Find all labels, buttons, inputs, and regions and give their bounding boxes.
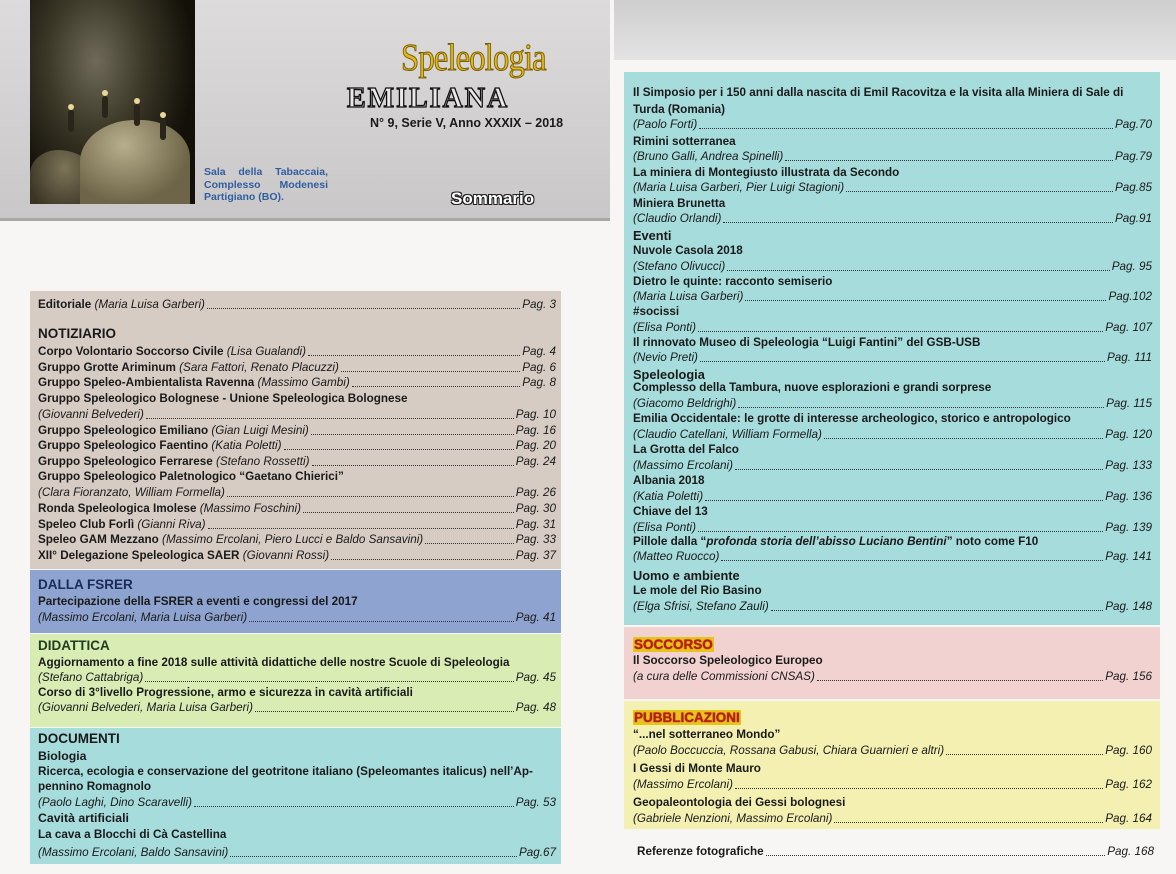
eventi-item-1-leader xyxy=(727,270,1109,271)
eventi-item-1-title: Nuvole Casola 2018 xyxy=(633,244,743,257)
cave-photo xyxy=(30,0,195,204)
documenti-item-2-leader xyxy=(230,856,517,857)
pillole-author: (Matteo Ruocco) xyxy=(633,550,720,563)
soccorso-item-1-author: (a cura delle Commissioni CNSAS) xyxy=(633,670,815,683)
speleologia-item-3-title: La Grotta del Falco xyxy=(633,443,739,456)
pillole-page: Pag. 141 xyxy=(1105,550,1152,563)
eventi-item-1-author: (Stefano Olivucci) xyxy=(633,259,726,273)
speleologia-item-4-author: (Katia Poletti) xyxy=(633,489,704,503)
pillole-leader xyxy=(721,560,1103,561)
notiziario-item-12 xyxy=(38,549,329,562)
soccorso-heading xyxy=(633,637,714,652)
right-item-a-1-title: Rimini sotterranea xyxy=(633,135,736,148)
didattica-item-2-page: Pag. 48 xyxy=(515,701,556,714)
pubblicazioni-heading-text: PUBBLICAZIONI xyxy=(634,710,740,725)
notiziario-item-2-author: (Sara Fattori, Renato Placuzzi) xyxy=(179,360,339,374)
didattica-item-2-author: (Giovanni Belvederi, Maria Luisa Garberi) xyxy=(38,701,254,714)
right-item-a-1-author: (Bruno Galli, Andrea Spinelli) xyxy=(633,150,784,163)
notiziario-item-11-author: (Massimo Ercolani, Piero Lucci e Baldo Sansavini) xyxy=(162,533,424,546)
uomo-ambiente-heading: Uomo e ambiente xyxy=(633,568,740,583)
pillole-title xyxy=(633,535,1038,548)
right-item-a-3-page: Pag.91 xyxy=(1114,212,1152,225)
documenti-item-2-page: Pag.67 xyxy=(518,846,556,859)
notiziario-item-2-title: Gruppo Grotte Ariminum xyxy=(38,360,176,374)
fsrer-heading: DALLA FSRER xyxy=(38,577,133,592)
notiziario-item-5-leader xyxy=(311,434,514,435)
notiziario-item-1-author: (Lisa Gualandi) xyxy=(226,345,307,358)
right-item-a-2-leader xyxy=(846,191,1113,192)
notiziario-item-8-leader xyxy=(227,496,514,497)
speleologia-item-4-title: Albania 2018 xyxy=(633,474,705,487)
speleologia-item-3-leader xyxy=(735,469,1103,470)
eventi-item-2-page: Pag.102 xyxy=(1108,290,1152,303)
editoriale-author: (Maria Luisa Garberi) xyxy=(94,298,205,311)
notiziario-item-4-author: (Giovanni Belvederi) xyxy=(38,407,144,421)
pubblicazioni-heading xyxy=(633,710,741,725)
right-item-1-page: Pag.70 xyxy=(1114,118,1152,131)
right-item-1-title-line2: Turda (Romania) xyxy=(633,103,725,116)
logo-emiliana: EMILIANA xyxy=(347,83,510,114)
notiziario-item-1-page: Pag. 4 xyxy=(522,345,556,358)
issue-number: N° 9, Serie V, Anno XXXIX – 2018 xyxy=(370,116,564,130)
speleologia-item-5-page: Pag. 139 xyxy=(1105,520,1152,534)
notiziario-item-7-leader xyxy=(312,465,514,466)
notiziario-item-1-title: Corpo Volontario Soccorso Civile xyxy=(38,345,224,358)
notiziario-item-3-page: Pag. 8 xyxy=(522,376,556,389)
pubblicazioni-item-1-leader xyxy=(946,754,1103,755)
pubblicazioni-item-3-title: Geopaleontologia dei Gessi bolognesi xyxy=(633,796,846,809)
speleologia-item-4-page: Pag. 136 xyxy=(1105,489,1152,503)
uomo-item-1-author: (Elga Sfrisi, Stefano Zauli) xyxy=(633,600,769,613)
speleologia-item-5-leader xyxy=(698,531,1103,532)
right-item-a-3-title: Miniera Brunetta xyxy=(633,197,726,210)
pubblicazioni-item-2-title: I Gessi di Monte Mauro xyxy=(633,762,761,775)
notiziario-item-3-author: (Massimo Gambi) xyxy=(257,376,350,389)
notiziario-item-10-leader xyxy=(208,528,514,529)
pubblicazioni-item-2-page: Pag. 162 xyxy=(1105,778,1152,791)
fsrer-item-1-title: Partecipazione della FSRER a eventi e congressi del 2017 xyxy=(38,595,358,608)
right-item-a-2-page: Pag.85 xyxy=(1114,181,1152,194)
notiziario-item-7-title: Gruppo Speleologico Ferrarese xyxy=(38,454,213,468)
right-item-a-2-title: La miniera di Montegiusto illustrata da Secondo xyxy=(633,166,900,179)
speleologia-item-4-leader xyxy=(705,500,1103,501)
speleologia-item-1-title: Complesso della Tambura, nuove esplorazioni e grandi sorprese xyxy=(633,381,992,394)
speleologia-item-1-page: Pag. 115 xyxy=(1106,396,1152,410)
notiziario-item-5-author: (Gian Luigi Mesini) xyxy=(211,423,309,437)
notiziario-item-11-page: Pag. 33 xyxy=(515,533,556,546)
notiziario-item-12-page: Pag. 37 xyxy=(515,548,556,562)
notiziario-item-2 xyxy=(38,361,339,374)
notiziario-item-11-title: Speleo GAM Mezzano xyxy=(38,533,159,546)
notiziario-item-4-title: Gruppo Speleologico Bolognese - Unione Speleologica Bolognese xyxy=(38,391,408,405)
pubblicazioni-item-1-page: Pag. 160 xyxy=(1105,744,1152,757)
notiziario-item-9-title: Ronda Speleologica Imolese xyxy=(38,502,197,515)
speleologia-item-5-author: (Elisa Ponti) xyxy=(633,520,697,534)
pubblicazioni-item-3-author: (Gabriele Nenzioni, Massimo Ercolani) xyxy=(633,812,833,825)
speleologia-item-3-page: Pag. 133 xyxy=(1105,458,1152,472)
right-item-a-1-page: Pag.79 xyxy=(1114,150,1152,163)
pubblicazioni-item-3-leader xyxy=(834,822,1103,823)
notiziario-item-12-title: XII° Delegazione Speleologica SAER xyxy=(38,548,240,562)
eventi-item-2-leader xyxy=(745,300,1106,301)
pubblicazioni-item-2-author: (Massimo Ercolani) xyxy=(633,778,734,791)
pillole-title-post: ” noto come F10 xyxy=(946,535,1039,548)
documenti-item-1-author: (Paolo Laghi, Dino Scaravelli) xyxy=(38,796,192,809)
uomo-item-1-page: Pag. 148 xyxy=(1105,600,1152,613)
uomo-item-1-leader xyxy=(771,610,1103,611)
didattica-item-2-title: Corso di 3°livello Progressione, armo e sicurezza in cavità artificiali xyxy=(38,686,413,699)
soccorso-heading-text: SOCCORSO xyxy=(634,637,713,652)
documenti-heading: DOCUMENTI xyxy=(38,731,120,746)
didattica-item-2-leader xyxy=(255,711,514,712)
notiziario-item-7-author: (Stefano Rossetti) xyxy=(215,454,310,468)
pubblicazioni-item-1-title: “...nel sotterraneo Mondo” xyxy=(633,728,781,741)
fsrer-item-1-author: (Massimo Ercolani, Maria Luisa Garberi) xyxy=(38,611,248,624)
soccorso-item-1-page: Pag. 156 xyxy=(1105,670,1152,683)
documenti-item-2-title: La cava a Blocchi di Cà Castellina xyxy=(38,828,227,841)
notiziario-item-10 xyxy=(38,518,206,531)
eventi-item-4-leader xyxy=(700,361,1105,362)
notiziario-item-4-page: Pag. 10 xyxy=(515,407,556,421)
referenze-title: Referenze fotografiche xyxy=(637,845,764,858)
eventi-item-3-page: Pag. 107 xyxy=(1105,320,1152,334)
notiziario-item-11 xyxy=(38,533,423,546)
notiziario-item-6-page: Pag. 20 xyxy=(515,439,556,452)
speleologia-item-1-author: (Giacomo Beldrighi) xyxy=(633,396,737,410)
notiziario-item-10-title: Speleo Club Forlì xyxy=(38,517,135,531)
editoriale-title: Editoriale xyxy=(38,298,92,311)
right-item-1-author: (Paolo Forti) xyxy=(633,118,698,131)
eventi-item-4-page: Pag. 111 xyxy=(1106,351,1152,364)
referenze-page: Pag. 168 xyxy=(1107,845,1154,858)
soccorso-item-1-leader xyxy=(817,680,1103,681)
cavita-subheading: Cavità artificiali xyxy=(38,811,129,825)
notiziario-item-8-author: (Clara Fioranzato, William Formella) xyxy=(38,486,225,499)
referenze-leader xyxy=(766,855,1106,856)
documenti-item-1-leader xyxy=(194,806,514,807)
eventi-item-1-page: Pag. 95 xyxy=(1111,259,1152,273)
eventi-item-3-title: #socissi xyxy=(633,305,680,318)
editoriale-leader xyxy=(207,308,520,309)
right-item-a-3-leader xyxy=(723,222,1113,223)
notiziario-item-6-title: Gruppo Speleologico Faentino xyxy=(38,439,209,452)
speleologia-item-2-leader xyxy=(824,438,1103,439)
eventi-item-2-title: Dietro le quinte: racconto semiserio xyxy=(633,274,833,288)
soccorso-item-1-title: Il Soccorso Speleologico Europeo xyxy=(633,654,823,667)
didattica-item-1-page: Pag. 45 xyxy=(515,671,556,684)
notiziario-item-6-author: (Katia Poletti) xyxy=(211,439,282,452)
fsrer-item-1-page: Pag. 41 xyxy=(515,611,556,624)
pubblicazioni-item-2-leader xyxy=(735,788,1103,789)
notiziario-item-1-leader xyxy=(308,355,520,356)
documenti-item-1-title-line2: pennino Romagnolo xyxy=(38,780,151,793)
speleologia-item-2-title: Emilia Occidentale: le grotte di interesse archeologico, storico e antropologico xyxy=(633,412,1071,425)
notiziario-item-4-leader xyxy=(146,418,514,419)
notiziario-item-3 xyxy=(38,376,350,389)
notiziario-item-5-page: Pag. 16 xyxy=(515,423,556,437)
logo-speleologia: Speleologia xyxy=(401,37,546,79)
eventi-item-2-author: (Maria Luisa Garberi) xyxy=(633,290,744,303)
right-item-a-3-author: (Claudio Orlandi) xyxy=(633,212,722,225)
eventi-item-3-author: (Elisa Ponti) xyxy=(633,320,697,334)
notiziario-item-11-leader xyxy=(425,543,514,544)
notiziario-item-2-leader xyxy=(341,371,520,372)
pubblicazioni-item-1-author: (Paolo Boccuccia, Rossana Gabusi, Chiara Guarnieri e altri) xyxy=(633,744,945,757)
didattica-item-1-author: (Stefano Cattabriga) xyxy=(38,671,144,684)
biologia-subheading: Biologia xyxy=(38,749,87,763)
right-item-a-1-leader xyxy=(785,160,1113,161)
notiziario-item-10-page: Pag. 31 xyxy=(515,517,556,531)
notiziario-item-3-leader xyxy=(352,386,520,387)
speleologia-item-2-author: (Claudio Catellani, William Formella) xyxy=(633,427,822,441)
editoriale-page: Pag. 3 xyxy=(522,298,556,311)
speleologia-heading: Speleologia xyxy=(633,367,705,382)
speleologia-item-2-page: Pag. 120 xyxy=(1105,427,1152,441)
notiziario-item-9-author: (Massimo Foschini) xyxy=(199,502,302,515)
pillole-title-italic: profonda storia dell’abisso Luciano Bentini xyxy=(706,535,947,548)
notiziario-item-5-title: Gruppo Speleologico Emiliano xyxy=(38,423,209,437)
didattica-item-1-leader xyxy=(145,681,513,682)
eventi-item-3-leader xyxy=(698,331,1103,332)
notiziario-item-3-title: Gruppo Speleo-Ambientalista Ravenna xyxy=(38,376,255,389)
notiziario-item-8-title: Gruppo Speleologico Paletnologico “Gaetano Chierici” xyxy=(38,470,344,483)
uomo-item-1-title: Le mole del Rio Basino xyxy=(633,584,762,597)
right-top-band xyxy=(614,0,1176,60)
didattica-item-1-title: Aggiornamento a fine 2018 sulle attività didattiche delle nostre Scuole di Speleologia xyxy=(38,656,510,669)
documenti-item-1-title-line1: Ricerca, ecologia e conservazione del geotritone italiano (Speleomantes italicus) nell’Ap- xyxy=(38,765,533,778)
eventi-item-4-title: Il rinnovato Museo di Speleologia “Luigi Fantini” del GSB-USB xyxy=(633,335,981,349)
didattica-heading: DIDATTICA xyxy=(38,638,110,653)
notiziario-item-1 xyxy=(38,345,306,358)
sommario-title: Sommario xyxy=(451,189,535,208)
eventi-heading: Eventi xyxy=(633,228,672,243)
speleologia-item-5-title: Chiave del 13 xyxy=(633,505,708,518)
pubblicazioni-item-3-page: Pag. 164 xyxy=(1105,812,1152,825)
notiziario-item-6-leader xyxy=(284,449,514,450)
notiziario-item-10-author: (Gianni Riva) xyxy=(137,517,206,531)
notiziario-item-2-page: Pag. 6 xyxy=(522,360,556,374)
editoriale-row xyxy=(38,298,205,311)
documenti-item-2-author: (Massimo Ercolani, Baldo Sansavini) xyxy=(38,846,229,859)
notiziario-item-12-author: (Giovanni Rossi) xyxy=(242,548,330,562)
pillole-title-pre: Pillole dalla “ xyxy=(633,535,707,548)
notiziario-item-12-leader xyxy=(331,559,514,560)
notiziario-heading: NOTIZIARIO xyxy=(38,326,116,341)
eventi-item-4-author: (Nevio Preti) xyxy=(633,351,698,364)
right-item-1-leader xyxy=(699,128,1113,129)
notiziario-item-5 xyxy=(38,424,309,437)
notiziario-item-7 xyxy=(38,455,310,468)
notiziario-item-8-page: Pag. 26 xyxy=(515,486,556,499)
fsrer-item-1-leader xyxy=(249,621,514,622)
notiziario-item-6 xyxy=(38,439,282,452)
notiziario-item-9 xyxy=(38,502,301,515)
notiziario-item-9-page: Pag. 30 xyxy=(515,502,556,515)
photo-caption: Sala della Tabaccaia, Complesso Modenesi Partigiano (BO). xyxy=(204,166,328,203)
right-item-1-title-line1: Il Simposio per i 150 anni dalla nascita di Emil Racovitza e la visita alla Miniera di Sale di xyxy=(633,86,1124,99)
speleologia-item-1-leader xyxy=(738,407,1104,408)
notiziario-item-9-leader xyxy=(303,512,514,513)
notiziario-item-7-page: Pag. 24 xyxy=(515,454,556,468)
right-item-a-2-author: (Maria Luisa Garberi, Pier Luigi Stagioni) xyxy=(633,181,845,194)
speleologia-item-3-author: (Massimo Ercolani) xyxy=(633,458,734,472)
documenti-item-1-page: Pag. 53 xyxy=(515,796,556,809)
